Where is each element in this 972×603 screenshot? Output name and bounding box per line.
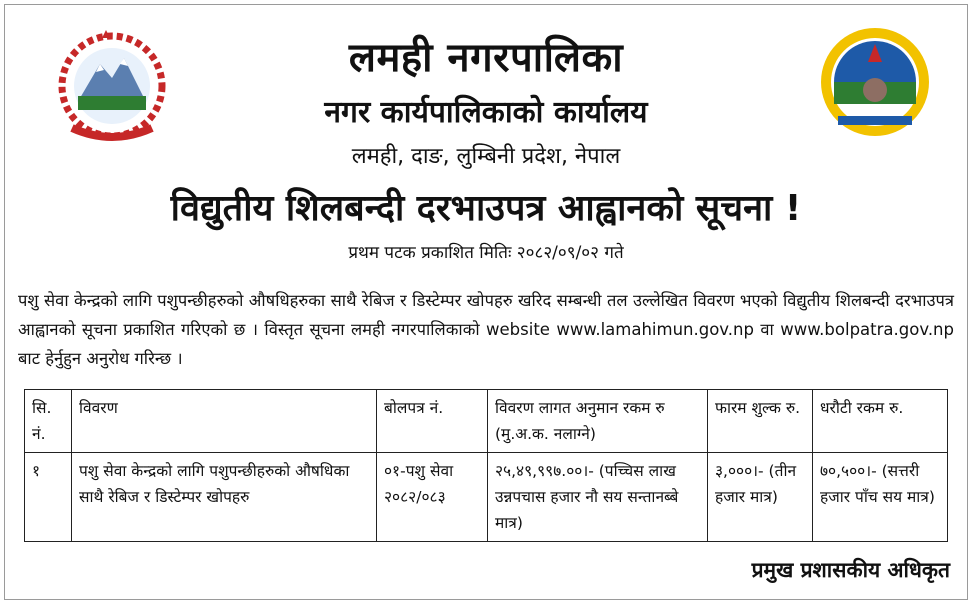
municipality-name: लमही नगरपालिका [348,35,624,81]
col-cost-estimate: विवरण लागत अनुमान रकम रु (मु.अ.क. नलाग्ने) [488,390,708,453]
tender-table [24,389,948,542]
col-serial: सि. नं. [25,390,72,453]
col-bid-number: बोलपत्र नं. [377,390,488,453]
table-row [25,453,948,542]
cell-form-fee: ३,०००।- (तीन हजार मात्र) [708,453,813,542]
col-description: विवरण [72,390,377,453]
publication-date: प्रथम पटक प्रकाशित मितिः २०८२/०९/०२ गते [348,243,624,263]
notice-title: विद्युतीय शिलबन्दी दरभाउपत्र आह्वानको सूचना ! [170,188,802,229]
cell-description: पशु सेवा केन्द्रको लागि पशुपन्छीहरुको औषधिका साथै रेबिज र डिस्टेम्पर खोपहरु [72,453,377,542]
col-form-fee: फारम शुल्क रु. [708,390,813,453]
table-header-row [25,390,948,453]
cell-deposit: ७०,५००।- (सत्तरी हजार पाँच सय मात्र) [813,453,948,542]
notice-body [18,286,954,373]
signatory-title: प्रमुख प्रशासकीय अधिकृत [751,558,950,582]
cell-serial: १ [25,453,72,542]
notice-body-text: पशु सेवा केन्द्रको लागि पशुपन्छीहरुको औषधिहरुका साथै रेबिज र डिस्टेम्पर खोपहरु खरिद सम्बन्धी तल उल्लेखित विवरण भएको विद्युतीय शिलबन्दी दरभाउपत्र आह्वानको सूचना प्रकाशित गरिएको छ । विस्तृत सूचना लमही नगरपालिकाको website www.lamahimun.gov.np वा www.bolpatra.gov.np बाट हेर्नुहुन अनुरोध गरिन्छ । [18,291,954,368]
office-address: लमही, दाङ, लुम्बिनी प्रदेश, नेपाल [351,144,621,169]
office-name: नगर कार्यपालिकाको कार्यालय [324,95,648,130]
cell-bid-number: ०१-पशु सेवा २०८२/०८३ [377,453,488,542]
col-deposit: धरौटी रकम रु. [813,390,948,453]
cell-cost-estimate: २५,४९,९९७.००।- (पच्चिस लाख उन्नपचास हजार नौ सय सन्तानब्बे मात्र) [488,453,708,542]
